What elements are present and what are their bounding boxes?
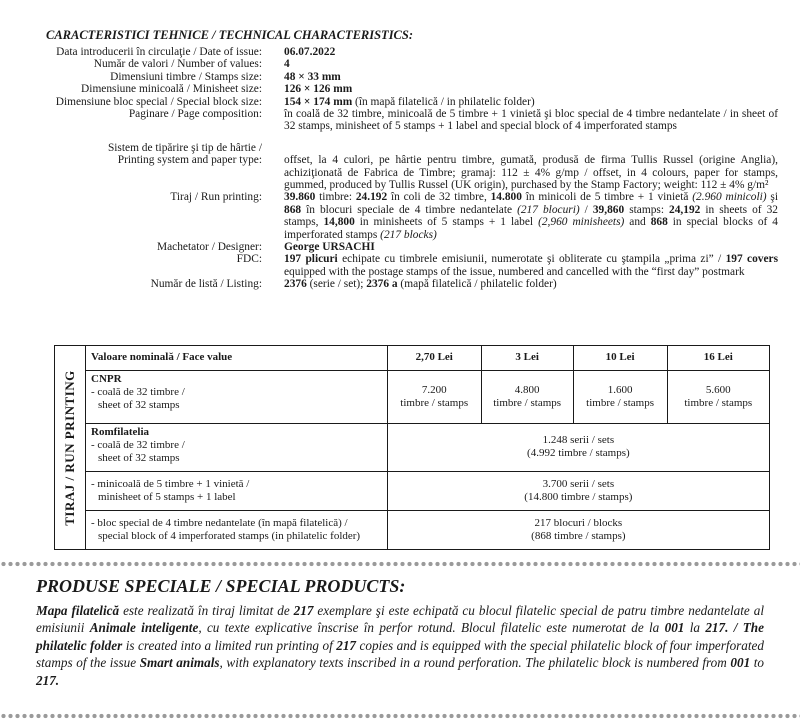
value-header: 2,70 Lei	[387, 346, 481, 370]
value-header: 3 Lei	[481, 346, 573, 370]
face-value-header: Valoare nominală / Face value	[86, 346, 388, 370]
run-text: în blocuri speciale de 4 timbre nedantelate	[301, 203, 518, 216]
run-text: /	[579, 203, 593, 216]
run-text: and	[624, 216, 651, 229]
row-desc: - bloc special de 4 timbre nedantelate (în mapă filatelică) /	[91, 516, 348, 529]
emph-text: Mapa filatelică	[36, 603, 120, 618]
dotted-separator	[0, 560, 800, 568]
spec-printing	[0, 142, 800, 192]
value-header: 10 Lei	[573, 346, 667, 370]
spec-value: în coală de 32 timbre, minicoală de 5 timbre + 1 vinietă şi bloc special de 4 timbre nedantelate / in sheet of 32 stamps, minisheet of 5 stamps + 1 label and special block of 4 imperforated stamps	[284, 108, 778, 133]
face-value-table	[85, 346, 769, 549]
emph-text: 001	[730, 655, 751, 671]
cnpr-cell	[481, 370, 573, 423]
run-printing-side-label	[55, 346, 85, 549]
body-text: copies and is equipped with the special philatelic block of four imperforated stamps of the issue	[36, 637, 764, 671]
run-text: stamps:	[624, 203, 670, 216]
row-desc: special block of 4 imperforated stamps (in philatelic folder)	[98, 529, 361, 542]
run-text: în minicoli de 5 timbre + 1 vinietă	[521, 191, 693, 204]
spec-stamp-size	[0, 71, 800, 83]
block-label	[86, 510, 388, 549]
cell-value: 4.800	[514, 383, 540, 396]
row-desc: sheet of 32 stamps	[98, 451, 180, 464]
cell-unit: timbre / stamps	[493, 396, 562, 409]
cnpr-cell	[387, 370, 481, 423]
body-text: , cu texte explicative înscrise în perfor rotund. Blocul filatelic este numerotat de la	[198, 620, 665, 636]
body-text: este realizată în tiraj limitat de	[119, 603, 294, 618]
listing-number: 2376 a	[366, 278, 398, 291]
block-size-note: (în mapă filatelică / in philatelic folder)	[352, 95, 535, 108]
cell-value: 1.248 serii / sets	[542, 434, 615, 447]
spec-label: FDC:	[236, 253, 262, 266]
run-text: in special blocks of 4 imperforated stamps	[284, 216, 778, 241]
emph-text: The philatelic folder	[36, 620, 764, 653]
spec-label: Dimensiune minicoală / Minisheet size:	[81, 83, 262, 96]
spec-value	[284, 253, 778, 278]
printing-label-line1: Sistem de tipărire şi tip de hârtie /	[107, 141, 262, 154]
cell-value: 1.600	[607, 383, 633, 396]
spec-value: 06.07.2022	[284, 46, 336, 58]
run-text: in minisheets of 5 stamps + 1 label	[354, 216, 539, 229]
run-text: şi	[766, 191, 779, 204]
body-text: exemplare şi este echipată cu blocul filatelic special de patru timbre nedantelate al emisiunii	[36, 603, 764, 636]
fdc-text: echipate cu timbrele emisiunii, numerotate şi obliterate cu ştampila „prima zi” /	[337, 253, 726, 266]
body-text: la	[684, 620, 706, 636]
spec-value	[284, 191, 778, 241]
emph-text: /	[728, 620, 743, 636]
row-desc: - minicoală de 5 timbre + 1 vinietă /	[91, 478, 250, 491]
emph-text: Animale inteligente	[89, 620, 199, 636]
run-printing-table	[54, 345, 770, 550]
emph-text: Smart animals	[139, 655, 220, 671]
spec-value	[284, 96, 778, 108]
spec-value: 4	[284, 58, 290, 71]
specs-list	[0, 46, 800, 291]
cnpr-name: CNPR	[91, 372, 122, 385]
spec-page-composition	[0, 108, 800, 133]
body-text: , with explanatory texts inscribed in a round perforation. The philatelic block is numbered from	[219, 655, 731, 671]
spec-label: Data introducerii în circulaţie / Date of issue:	[56, 46, 262, 58]
run-total: 39,860	[592, 203, 625, 216]
cnpr-cell	[667, 370, 769, 423]
block-size-value: 154 × 174 mm	[284, 95, 353, 108]
run-text: în coli de 32 timbre,	[387, 191, 491, 204]
spec-issue-date	[0, 46, 800, 58]
spec-label: Tiraj / Run printing:	[170, 191, 262, 204]
run-minisheets: 14.800	[490, 191, 522, 204]
run-note: (2.960 minicoli)	[692, 191, 767, 204]
printing-label-line2: Printing system and paper type:	[117, 154, 262, 167]
spec-value: 126 × 126 mm	[284, 83, 353, 96]
cell-unit: (14.800 timbre / stamps)	[524, 491, 633, 504]
cnpr-label	[86, 370, 388, 423]
dotted-separator	[0, 712, 800, 720]
run-sheets: 24.192	[355, 191, 388, 204]
fdc-count: 197 covers	[725, 253, 778, 266]
spec-value: George URSACHI	[284, 241, 375, 254]
listing-text: (mapă filatelică / philatelic folder)	[397, 278, 557, 291]
run-minisheets: 14,800	[323, 216, 355, 229]
romfilatelia-name: Romfilatelia	[91, 425, 150, 438]
romfilatelia-cell	[387, 423, 769, 472]
run-text: timbre:	[315, 191, 356, 204]
spec-run-printing	[0, 191, 800, 241]
spec-label: Machetator / Designer:	[156, 241, 262, 254]
emph-text: 217	[293, 603, 314, 618]
minisheet-label	[86, 472, 388, 511]
table-row-block	[86, 510, 770, 549]
spec-label: Paginare / Page composition:	[128, 108, 262, 121]
block-cell	[387, 510, 769, 549]
run-blocks: 868	[284, 203, 302, 216]
run-note: (2,960 minisheets)	[538, 216, 625, 229]
row-desc: sheet of 32 stamps	[98, 398, 180, 411]
special-products-title: PRODUSE SPECIALE / SPECIAL PRODUCTS:	[36, 576, 406, 596]
spec-value: offset, la 4 culori, pe hârtie pentru timbre, gumată, produsă de firma Tullis Russel (origine Anglia), achiziţionată de Fabrica de Timbre; gramaj: 112 ± 4% g/mp / offset, in 4 colours, paper for stamps, gummed, produced by Tullis Russel (UK origin), purchased by the Stamp Factory; weight: 112 ± 4% g/m²	[284, 154, 778, 192]
table-row-minisheet	[86, 472, 770, 511]
spec-value	[284, 278, 778, 290]
spec-value: 48 × 33 mm	[284, 70, 341, 83]
spec-label: Dimensiune bloc special / Special block size:	[55, 95, 262, 108]
emph-text: 217	[336, 637, 357, 653]
cell-value: 3.700 serii / sets	[542, 478, 615, 491]
emph-text: 001	[664, 620, 685, 636]
special-products-text	[36, 602, 764, 689]
cell-unit: (868 timbre / stamps)	[531, 529, 626, 542]
spec-block-size	[0, 96, 800, 108]
minisheet-cell	[387, 472, 769, 511]
cnpr-cell	[573, 370, 667, 423]
run-sheets: 24,192	[669, 203, 701, 216]
spec-label	[0, 142, 262, 192]
cell-unit: timbre / stamps	[586, 396, 654, 409]
romfilatelia-label	[86, 423, 388, 472]
cell-unit: (4.992 timbre / stamps)	[527, 447, 630, 460]
cell-value: 7.200	[421, 383, 447, 396]
table-row-romfilatelia	[86, 423, 770, 472]
run-blocks: 868	[650, 216, 668, 229]
table-row-cnpr	[86, 370, 770, 423]
spec-label: Număr de valori / Number of values:	[93, 58, 262, 71]
emph-text: 217.	[705, 620, 729, 636]
run-text: in sheets of 32 stamps,	[284, 203, 778, 229]
spec-fdc	[0, 253, 800, 278]
spec-label: Număr de listă / Listing:	[150, 278, 262, 291]
spec-minisheet-size	[0, 83, 800, 95]
fdc-text: equipped with the postage stamps of the issue, numbered and cancelled with the “first day” postmark	[284, 265, 745, 278]
cell-value: 217 blocuri / blocks	[534, 516, 623, 529]
body-text: to	[750, 655, 764, 671]
listing-number: 2376	[284, 278, 307, 291]
fdc-count: 197 plicuri	[284, 253, 338, 266]
spec-values	[0, 58, 800, 70]
side-label-text: TIRAJ / RUN PRINTING	[62, 370, 77, 526]
spec-label: Dimensiuni timbre / Stamps size:	[110, 70, 262, 83]
spec-designer	[0, 241, 800, 253]
row-desc: - coală de 32 timbre /	[91, 438, 185, 451]
run-total: 39.860	[284, 191, 316, 204]
technical-characteristics-title: CARACTERISTICI TEHNICE / TECHNICAL CHARACTERISTICS:	[46, 28, 414, 42]
cell-value: 5.600	[705, 383, 731, 396]
value-header: 16 Lei	[667, 346, 769, 370]
cell-unit: timbre / stamps	[684, 396, 753, 409]
row-desc: - coală de 32 timbre /	[91, 385, 185, 398]
body-text: is created into a limited run printing of	[122, 637, 337, 653]
row-desc: minisheet of 5 stamps + 1 label	[98, 491, 236, 504]
emph-text: 217.	[36, 672, 60, 688]
run-note: (217 blocuri)	[517, 203, 580, 216]
run-note: (217 blocks)	[380, 228, 437, 241]
listing-text: (serie / set);	[306, 278, 367, 291]
cell-unit: timbre / stamps	[400, 396, 469, 409]
spec-listing	[0, 278, 800, 290]
table-header-row	[86, 346, 770, 370]
